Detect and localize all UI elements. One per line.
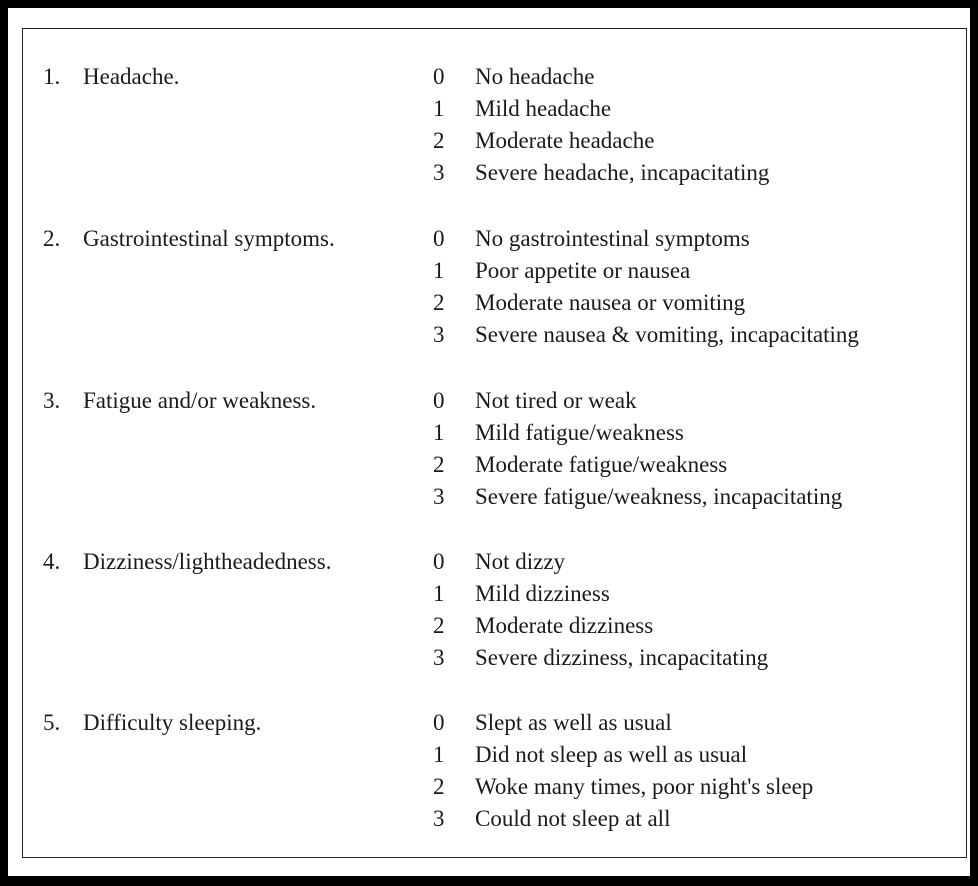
score-description: Severe dizziness, incapacitating [475,645,769,670]
score-description: Mild dizziness [475,581,610,606]
score-value: 3 [433,484,445,509]
score-description: Not dizzy [475,549,566,574]
score-value: 2 [433,452,445,477]
score-description: Severe nausea & vomiting, incapacitating [475,322,859,347]
score-value: 0 [433,549,445,574]
item-number: 5. [43,710,61,735]
symptom-item-dizziness [23,546,966,686]
score-value: 0 [433,64,445,89]
symptom-item-headache [23,61,966,201]
score-value: 2 [433,774,445,799]
symptom-scale-box [22,28,967,858]
score-value: 3 [433,160,445,185]
score-value: 2 [433,290,445,315]
item-number: 3. [43,388,61,413]
item-number: 1. [43,64,61,89]
score-description: Moderate headache [475,128,655,153]
item-label: Gastrointestinal symptoms. [83,226,335,251]
score-value: 1 [433,258,445,283]
score-value: 3 [433,806,445,831]
score-value: 1 [433,96,445,121]
score-description: Could not sleep at all [475,806,671,831]
score-value: 2 [433,128,445,153]
item-number: 2. [43,226,61,251]
score-value: 2 [433,613,445,638]
score-description: Mild fatigue/weakness [475,420,684,445]
score-description: Poor appetite or nausea [475,258,691,283]
item-label: Difficulty sleeping. [83,710,262,735]
score-description: No gastrointestinal symptoms [475,226,750,251]
symptom-item-fatigue [23,385,966,525]
score-description: Mild headache [475,96,612,121]
score-value: 0 [433,226,445,251]
score-value: 1 [433,581,445,606]
score-description: Moderate dizziness [475,613,654,638]
score-description: No headache [475,64,595,89]
score-description: Severe fatigue/weakness, incapacitating [475,484,843,509]
score-value: 3 [433,322,445,347]
symptom-item-gastrointestinal [23,223,966,363]
item-label: Headache. [83,64,180,89]
score-description: Slept as well as usual [475,710,672,735]
document-page [8,8,970,876]
score-description: Woke many times, poor night's sleep [475,774,814,799]
score-value: 0 [433,388,445,413]
score-description: Moderate nausea or vomiting [475,290,746,315]
score-description: Did not sleep as well as usual [475,742,748,767]
score-description: Not tired or weak [475,388,637,413]
score-description: Severe headache, incapacitating [475,160,770,185]
score-value: 1 [433,420,445,445]
item-label: Dizziness/lightheadedness. [83,549,332,574]
score-description: Moderate fatigue/weakness [475,452,728,477]
item-number: 4. [43,549,61,574]
symptom-item-sleeping [23,707,966,847]
score-value: 0 [433,710,445,735]
score-value: 3 [433,645,445,670]
score-value: 1 [433,742,445,767]
item-label: Fatigue and/or weakness. [83,388,317,413]
